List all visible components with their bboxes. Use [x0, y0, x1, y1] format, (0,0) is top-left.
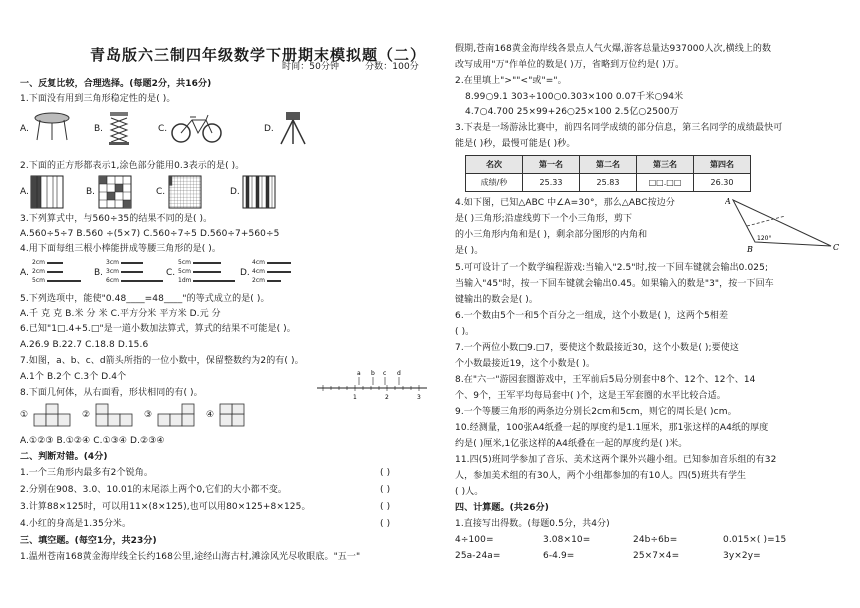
question-6-options: A.26.9 B.22.7 C.18.8 D.15.6 [20, 340, 149, 350]
section-4-heading: 四、计算题。(共26分) [455, 503, 549, 513]
calc-item: 25a-24a= [455, 551, 501, 561]
calc-item: 24b÷6b= [633, 535, 678, 545]
judge-4-answer[interactable]: ( ) [380, 519, 391, 529]
table-cell: 成绩/秒 [466, 174, 523, 192]
q8-solids [20, 402, 280, 432]
calc-item: 3y×2y= [723, 551, 761, 561]
table-header: 名次 [466, 156, 523, 174]
stick-length: 2cm [32, 259, 45, 266]
calc-item: 25×7×4= [633, 551, 680, 561]
judge-2-answer[interactable]: ( ) [380, 485, 391, 495]
question-1: 1.下面没有用到三角形稳定性的是( )。 [20, 94, 176, 104]
solid-number: ③ [144, 410, 153, 420]
table-cell: 26.30 [694, 174, 751, 192]
square-d-icon [242, 175, 276, 209]
arrow-label-b: b [371, 370, 375, 377]
fill-5-cont-1: 当输入"45"时，按一下回车键就会输出0.45。如果输入的数是"3"，按一下回车 [455, 279, 774, 289]
exam-title: 青岛版六三制四年级数学下册期末模拟题（二） [90, 46, 427, 64]
question-5: 5.下列选项中，能使"0.48____=48____"的等式成立的是( )。 [20, 294, 270, 304]
q2-option-d: D. [230, 187, 240, 197]
fill-3: 3.下表是一场游泳比赛中，前四名同学成绩的部分信息，第三名同学的成绩最快可 [455, 123, 783, 133]
q4-option-c: C. [166, 268, 176, 278]
fill-7: 7.一个两位小数□9.□7，要使这个数最接近30，这个小数是( );要使这 [455, 343, 739, 353]
judge-3: 3.计算88×125时，可以用11×(8×125),也可以用80×125+8×125。 [20, 502, 311, 512]
number-line-icon [315, 368, 430, 402]
judge-2: 2.分别在908、3.0、10.01的末尾添上两个0,它们的大小都不变。 [20, 485, 288, 495]
fill-10-cont: 约是( )厘米,1亿张这样的A4纸叠在一起的厚度约是( )米。 [455, 439, 688, 449]
q4-sticks [20, 258, 320, 290]
vertex-b: B [747, 245, 753, 254]
compare-row-1: 8.99○9.1 303÷100○0.303×100 0.07千米○94米 [465, 92, 684, 102]
question-3-options: A.560÷5÷7 B.560 ÷(5×7) C.560÷7÷5 D.560÷7+560÷5 [20, 229, 280, 239]
fill-4-cont-1: 是( )三角形;沿虚线剪下一个小三角形，剪下 [455, 214, 633, 224]
stick-length: 2cm [252, 277, 265, 284]
table-header: 第三名 [637, 156, 694, 174]
calc-1-instruction: 1.直接写出得数。(每题0.5分，共4分) [455, 519, 610, 529]
fill-3-cont: 能是( )秒，最慢可能是( )秒。 [455, 139, 576, 149]
q2-option-c: C. [156, 187, 166, 197]
q1-option-c: C. [158, 124, 168, 134]
q1-option-a: A. [20, 124, 29, 134]
judge-3-answer[interactable]: ( ) [380, 502, 391, 512]
stick-length: 5cm [32, 277, 45, 284]
square-a-icon [30, 175, 64, 209]
fill-9: 9.一个等腰三角形的两条边分别长2cm和5cm，则它的周长是( )cm。 [455, 407, 737, 417]
question-7: 7.如图，a、b、c、d箭头所指的一位小数中，保留整数约为2的有( )。 [20, 356, 304, 366]
triangle-figure-icon [725, 194, 845, 254]
table-header: 第四名 [694, 156, 751, 174]
q4-option-d: D. [240, 268, 250, 278]
calc-item: 6-4.9= [543, 551, 575, 561]
q1-option-b: B. [94, 124, 104, 134]
q1-images [20, 110, 350, 146]
tripod-icon [278, 110, 308, 146]
question-7-options: A.1个 B.2个 C.3个 D.4个 [20, 372, 127, 382]
fill-4: 4.如下图，已知△ABC 中∠A=30°，那么△ABC按边分 [455, 198, 675, 208]
fill-4-cont-3: 是( )。 [455, 246, 484, 256]
fill-6-cont: ( )。 [455, 327, 475, 337]
stick-length: 6cm [106, 277, 119, 284]
time-label: 时间：50分钟 [282, 62, 340, 72]
solid-number: ④ [206, 410, 215, 420]
stick-length: 3cm [106, 268, 119, 275]
square-c-icon [168, 175, 202, 209]
q4-group-b [106, 258, 163, 285]
calc-item: 0.015×( )=15 [723, 535, 787, 545]
fill-4-cont-2: 的小三角形内角和是( )，剩余部分图形的内角和 [455, 230, 648, 240]
stick-length: 1dm [178, 277, 192, 284]
tick-label-3: 3 [417, 394, 421, 401]
question-6: 6.已知"1□.4+5.□"是一道小数加法算式，算式的结果不可能是( )。 [20, 324, 296, 334]
table-header: 第一名 [523, 156, 580, 174]
question-2: 2.下面的正方形都表示1,涂色部分能用0.3表示的是( )。 [20, 161, 245, 171]
stick-length: 3cm [106, 259, 119, 266]
q4-group-c [178, 258, 235, 285]
table-cell: □□.□□ [637, 174, 694, 192]
stick-length: 5cm [178, 259, 191, 266]
fill-11: 11.四(5)班同学参加了音乐、美术这两个课外兴趣小组。已知参加音乐组的有32 [455, 455, 777, 465]
fill-7-cont: 个小数最接近19，这个小数是( )。 [455, 359, 596, 369]
table-cell: 25.83 [580, 174, 637, 192]
cube-solid-3-icon [156, 402, 198, 432]
fill-10: 10.经测量，100张A4纸叠一起的厚度约是1.1厘米，那1张这样的A4纸的厚度 [455, 423, 769, 433]
angle-label: 120° [757, 235, 772, 242]
score-label: 分数：100分 [365, 62, 419, 72]
table-header: 第二名 [580, 156, 637, 174]
q1-option-d: D. [264, 124, 274, 134]
table-cell: 25.33 [523, 174, 580, 192]
cube-solid-2-icon [94, 402, 136, 432]
fill-2: 2.在里填上">""<"或"="。 [455, 76, 567, 86]
stick-length: 4cm [252, 268, 265, 275]
fill-11-cont-1: 人，参加美术组的有30人，两个小组都参加的有10人。四(5)班共有学生 [455, 471, 747, 481]
fill-1: 1.温州苍南168黄金海岸线全长约168公里,途经山海古村,滩涂风光尽收眼底。"五一" [20, 552, 361, 562]
fill-1-blank: 改写成用"万"作单位的数是( )万，省略到万位约是( )万。 [455, 60, 685, 70]
cube-solid-4-icon [218, 402, 260, 432]
q4-option-a: A. [20, 268, 29, 278]
solid-number: ② [82, 410, 91, 420]
scissor-lift-icon [106, 110, 134, 146]
vertex-c: C [833, 243, 840, 252]
fill-11-cont-2: ( )人。 [455, 487, 484, 497]
compare-row-2: 4.7○4.700 25×99+26○25×100 2.5亿○2500万 [465, 107, 679, 117]
question-5-options: A.千 克 克 B.米 分 米 C.平方分米 平方米 D.元 分 [20, 309, 221, 319]
table-icon [32, 110, 72, 144]
judge-4: 4.小红的身高是1.35分米。 [20, 519, 132, 529]
judge-1: 1.一个三角形内最多有2个锐角。 [20, 468, 153, 478]
q4-option-b: B. [94, 268, 104, 278]
stick-length: 2cm [32, 268, 45, 275]
calc-item: 4÷100= [455, 535, 494, 545]
fill-1-cont: 假期,苍南168黄金海岸线各景点人气火爆,游客总量达937000人次,横线上的数 [455, 44, 772, 54]
tick-label-2: 2 [385, 394, 389, 401]
q4-group-d [252, 258, 291, 285]
square-b-icon [98, 175, 132, 209]
fill-8: 8.在"六一"游园套圈游戏中，王军前后5局分别套中8个、12个、12个、14 [455, 375, 756, 385]
q2-images [20, 175, 350, 211]
q2-option-a: A. [20, 187, 29, 197]
question-8-options: A.①②③ B.①②④ C.①③④ D.②③④ [20, 436, 165, 446]
fill-8-cont: 个、9个，王军平均每局套中( )个，这是王军套圈的水平比较合适。 [455, 391, 726, 401]
question-4: 4.用下面每组三根小棒能拼成等腰三角形的是( )。 [20, 244, 221, 254]
solid-number: ① [20, 410, 29, 420]
section-3-heading: 三、填空题。(每空1分，共23分) [20, 536, 157, 546]
question-3: 3.下列算式中，与560÷35的结果不同的是( )。 [20, 214, 213, 224]
bicycle-icon [170, 112, 224, 144]
arrow-label-c: c [383, 370, 387, 377]
cube-solid-1-icon [32, 402, 74, 432]
section-2-heading: 二、判断对错。(4分) [20, 452, 108, 462]
q4-group-a [32, 258, 81, 285]
fill-6: 6.一个数由5个一和5个百分之一组成，这个小数是( )，这两个5相差 [455, 311, 729, 321]
stick-length: 5cm [178, 268, 191, 275]
vertex-a: A [725, 197, 731, 206]
fill-5: 5.可可设计了一个数学编程游戏:当输入"2.5"时,按一下回车键就会输出0.025; [455, 263, 769, 273]
question-8: 8.下面几何体，从右面看，形状相同的有( )。 [20, 388, 203, 398]
stick-length: 4cm [252, 259, 265, 266]
tick-label-1: 1 [353, 394, 357, 401]
fill-5-cont-2: 键输出的数会是( )。 [455, 295, 538, 305]
arrow-label-d: d [397, 370, 401, 377]
swim-record-table [465, 155, 751, 192]
judge-1-answer[interactable]: ( ) [380, 468, 391, 478]
q2-option-b: B. [86, 187, 96, 197]
arrow-label-a: a [357, 370, 361, 377]
section-1-heading: 一、反复比较，合理选择。(每题2分，共16分) [20, 79, 212, 89]
calc-item: 3.08×10= [543, 535, 591, 545]
